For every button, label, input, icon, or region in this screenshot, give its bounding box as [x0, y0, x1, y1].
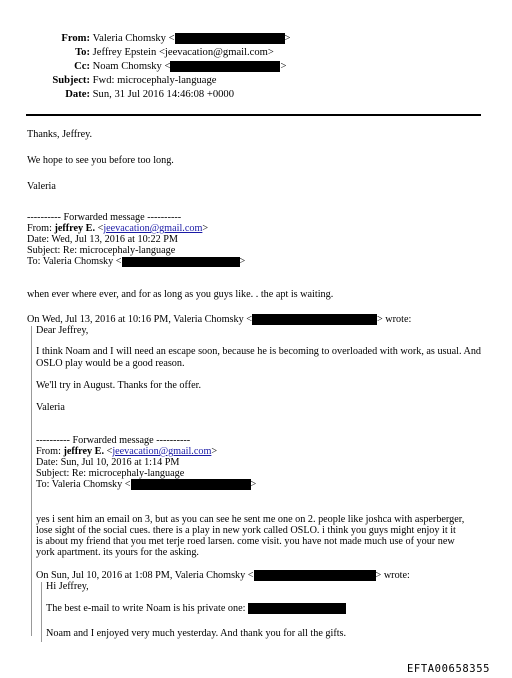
subject-value: Fwd: microcephaly-language — [92, 75, 217, 86]
forward-date: Date: Sun, Jul 10, 2016 at 1:14 PM — [36, 457, 180, 468]
header-divider — [26, 114, 481, 116]
reply-line: lose sight of the social cues. there is a play in new york called OSLO. i think you guys might enjoy it it — [36, 525, 456, 536]
quote-greeting: Dear Jeffrey, — [36, 325, 89, 336]
forward-to: To: Valeria Chomsky < > — [36, 479, 257, 490]
forward-marker: ---------- Forwarded message ---------- — [27, 212, 182, 223]
quote-greeting: Hi Jeffrey, — [46, 581, 89, 592]
redaction-box — [131, 479, 251, 490]
date-value: Sun, 31 Jul 2016 14:46:08 +0000 — [92, 89, 235, 100]
subject-label: Subject: — [52, 75, 90, 86]
reply-text: when ever where ever, and for as long as you guys like. . the apt is waiting. — [27, 289, 334, 300]
quote-intro: On Sun, Jul 10, 2016 at 1:08 PM, Valeria Chomsky < > wrote: — [36, 570, 410, 581]
quote-paragraph-line: I think Noam and I will need an escape soon, because he is becoming to overloaded with work, as usual. And — [36, 346, 482, 357]
quote-paragraph: We'll try in August. Thanks for the offer. — [36, 380, 202, 391]
quote-bar — [41, 582, 42, 642]
header-subject-row — [26, 75, 217, 86]
redaction-box — [252, 314, 377, 325]
forward-subject: Subject: Re: microcephaly-language — [27, 245, 176, 256]
reply-line: yes i sent him an email on 3, but as you can see he sent me one on 2. people like joshca with asperberger, — [36, 514, 465, 525]
redaction-box — [170, 61, 280, 72]
forward-from: From: jeffrey E. <jeevacation@gmail.com> — [27, 223, 209, 234]
cc-value: Noam Chomsky < — [92, 61, 171, 72]
forward-from: From: jeffrey E. <jeevacation@gmail.com> — [36, 446, 218, 457]
quote-intro: On Wed, Jul 13, 2016 at 10:16 PM, Valeria Chomsky < > wrote: — [27, 314, 412, 325]
forward-marker: ---------- Forwarded message ---------- — [36, 435, 191, 446]
redaction-box — [122, 257, 240, 267]
header-cc-row: Cc: Noam Chomsky < > — [26, 61, 286, 72]
email-link[interactable]: jeevacation@gmail.com — [103, 223, 203, 234]
reply-line: york apartment. its yours for the asking. — [36, 547, 199, 558]
quote-paragraph-line: OSLO play would be a good reason. — [36, 358, 185, 369]
body-hope: We hope to see you before too long. — [27, 155, 174, 166]
from-label: From: — [61, 33, 90, 44]
document-id: EFTA00658355 — [407, 663, 491, 675]
redaction-box — [254, 570, 376, 581]
quote-line: The best e-mail to write Noam is his private one: — [46, 603, 346, 615]
header-from-row: From: Valeria Chomsky < > — [26, 33, 291, 44]
body-signoff: Valeria — [27, 181, 56, 192]
body-thanks: Thanks, Jeffrey. — [27, 129, 93, 140]
forward-date: Date: Wed, Jul 13, 2016 at 10:22 PM — [27, 234, 178, 245]
email-link[interactable]: jeevacation@gmail.com — [112, 446, 212, 457]
forward-subject: Subject: Re: microcephaly-language — [36, 468, 185, 479]
date-label: Date: — [65, 89, 90, 100]
from-value: Valeria Chomsky < — [92, 33, 175, 44]
forward-to: To: Valeria Chomsky < > — [27, 256, 246, 267]
quote-line: Noam and I enjoyed very much yesterday. And thank you for all the gifts. — [46, 628, 347, 639]
sender-name: jeffrey E. — [63, 446, 105, 457]
quote-bar — [31, 326, 32, 636]
redaction-box — [175, 33, 285, 44]
to-value: Jeffrey Epstein <jeevacation@gmail.com> — [92, 47, 274, 58]
reply-line: is about my friend that you met terje roed larsen. come visit. you have not made much use of your new — [36, 536, 455, 547]
quote-signoff: Valeria — [36, 402, 65, 413]
cc-label: Cc: — [74, 61, 90, 72]
header-to-row — [26, 47, 274, 58]
redaction-box — [248, 603, 346, 614]
sender-name: jeffrey E. — [54, 223, 96, 234]
to-label: To: — [75, 47, 90, 58]
header-date-row — [26, 89, 234, 100]
